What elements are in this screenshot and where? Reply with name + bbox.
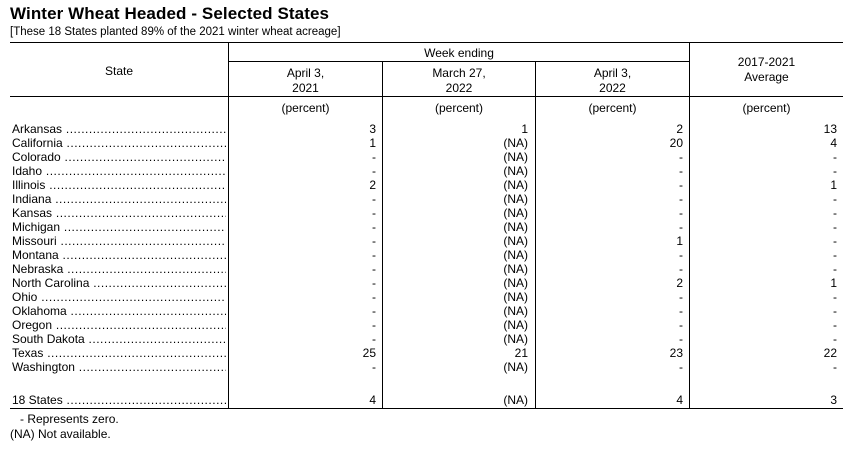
total-row	[0, 393, 850, 407]
page-title: Winter Wheat Headed - Selected States	[10, 4, 330, 23]
state-name: Idaho .....	[12, 164, 226, 178]
state-name: Indiana .....	[12, 192, 226, 206]
state-name: Ohio .....	[12, 290, 226, 304]
state-name: Oregon .....	[12, 318, 226, 332]
header-col4	[690, 55, 843, 85]
state-name: Nebraska .....	[12, 262, 226, 276]
state-name: South Dakota .....	[12, 332, 226, 346]
value-2021: -	[372, 192, 376, 206]
value-2021: -	[372, 360, 376, 374]
footnote-na: (NA) Not available.	[10, 427, 111, 441]
value-apr-2022: -	[679, 164, 683, 178]
table-row	[0, 304, 850, 318]
total-mar-2022: (NA)	[503, 393, 528, 407]
header-col4-line1: 2017-2021	[737, 55, 796, 69]
table-row	[0, 290, 850, 304]
value-average: 4	[830, 136, 837, 150]
value-apr-2022: 23	[669, 346, 683, 360]
value-2021: -	[372, 248, 376, 262]
value-2021: -	[372, 332, 376, 346]
value-2021: -	[372, 276, 376, 290]
table-row	[0, 248, 850, 262]
value-average: -	[833, 206, 837, 220]
page-subtitle: [These 18 States planted 89% of the 2021 winter wheat acreage]	[10, 26, 341, 38]
total-apr-2022: 4	[676, 393, 683, 407]
value-2021: -	[372, 262, 376, 276]
header-col1-line1: April 3,	[286, 66, 325, 80]
value-2021: 1	[369, 136, 376, 150]
value-2021: -	[372, 304, 376, 318]
state-name: Illinois .....	[12, 178, 226, 192]
value-apr-2022: -	[679, 192, 683, 206]
total-label: 18 States .....	[12, 393, 226, 407]
state-name: Montana .....	[12, 248, 226, 262]
value-average: 22	[823, 346, 837, 360]
value-mar-2022: (NA)	[503, 276, 528, 290]
value-2021: -	[372, 220, 376, 234]
table-row	[0, 178, 850, 192]
state-name: Washington .....	[12, 360, 226, 374]
table-row	[0, 136, 850, 150]
table-row	[0, 262, 850, 276]
state-name: Michigan .....	[12, 220, 226, 234]
value-mar-2022: (NA)	[503, 360, 528, 374]
state-name: California .....	[12, 136, 226, 150]
unit-col2: (percent)	[434, 101, 484, 115]
table-row	[0, 346, 850, 360]
header-state: State	[104, 64, 134, 78]
value-apr-2022: -	[679, 360, 683, 374]
unit-col4: (percent)	[742, 101, 791, 115]
value-apr-2022: 2	[676, 122, 683, 136]
state-name: Colorado .....	[12, 150, 226, 164]
value-2021: -	[372, 318, 376, 332]
unit-col1: (percent)	[281, 101, 330, 115]
value-mar-2022: (NA)	[503, 234, 528, 248]
header-col1	[229, 66, 382, 96]
state-name: Kansas .....	[12, 206, 226, 220]
state-name: North Carolina .....	[12, 276, 226, 290]
value-2021: -	[372, 164, 376, 178]
week-ending-rule	[228, 61, 689, 62]
table-bottom-rule	[10, 408, 843, 409]
table-row	[0, 122, 850, 136]
state-name: Oklahoma .....	[12, 304, 226, 318]
header-col2-line1: March 27,	[432, 66, 486, 80]
value-2021: -	[372, 290, 376, 304]
value-apr-2022: -	[679, 262, 683, 276]
value-mar-2022: (NA)	[503, 192, 528, 206]
value-average: 1	[830, 276, 837, 290]
header-col4-line2: Average	[744, 70, 789, 84]
state-name: Missouri .....	[12, 234, 226, 248]
value-apr-2022: -	[679, 248, 683, 262]
header-col3-line2: 2022	[599, 81, 626, 95]
value-mar-2022: (NA)	[503, 290, 528, 304]
table-row	[0, 150, 850, 164]
value-mar-2022: (NA)	[503, 150, 528, 164]
value-apr-2022: -	[679, 178, 683, 192]
value-average: -	[833, 220, 837, 234]
header-bottom-rule	[10, 96, 843, 97]
value-apr-2022: -	[679, 304, 683, 318]
value-2021: 3	[369, 122, 376, 136]
table-row	[0, 206, 850, 220]
value-apr-2022: 1	[676, 234, 683, 248]
value-mar-2022: (NA)	[503, 318, 528, 332]
footnote-zero: - Represents zero.	[10, 412, 119, 426]
header-col2	[383, 66, 535, 96]
table-row	[0, 360, 850, 374]
value-2021: -	[372, 150, 376, 164]
value-apr-2022: -	[679, 332, 683, 346]
value-apr-2022: -	[679, 150, 683, 164]
value-mar-2022: (NA)	[503, 304, 528, 318]
table-row	[0, 164, 850, 178]
state-name: Arkansas .....	[12, 122, 226, 136]
value-mar-2022: (NA)	[503, 178, 528, 192]
header-col1-line2: 2021	[292, 81, 319, 95]
value-average: 13	[823, 122, 837, 136]
value-mar-2022: (NA)	[503, 220, 528, 234]
value-mar-2022: (NA)	[503, 332, 528, 346]
value-2021: -	[372, 234, 376, 248]
state-name: Texas .....	[12, 346, 226, 360]
value-2021: -	[372, 206, 376, 220]
value-average: -	[833, 248, 837, 262]
value-mar-2022: (NA)	[503, 206, 528, 220]
value-apr-2022: 2	[676, 276, 683, 290]
value-mar-2022: (NA)	[503, 262, 528, 276]
value-average: -	[833, 164, 837, 178]
value-mar-2022: 1	[521, 122, 528, 136]
unit-col3: (percent)	[588, 101, 637, 115]
value-apr-2022: -	[679, 318, 683, 332]
header-week-ending: Week ending	[424, 46, 494, 60]
header-col2-line2: 2022	[445, 81, 473, 95]
total-2021: 4	[369, 393, 376, 407]
value-average: -	[833, 332, 837, 346]
value-average: -	[833, 304, 837, 318]
table-row	[0, 276, 850, 290]
value-2021: 2	[369, 178, 376, 192]
value-mar-2022: (NA)	[503, 164, 528, 178]
value-mar-2022: 21	[514, 346, 528, 360]
value-apr-2022: -	[679, 206, 683, 220]
value-mar-2022: (NA)	[503, 136, 528, 150]
total-average: 3	[830, 393, 837, 407]
table-row	[0, 234, 850, 248]
value-average: -	[833, 234, 837, 248]
value-average: -	[833, 318, 837, 332]
value-apr-2022: 20	[669, 136, 683, 150]
header-col3	[536, 66, 689, 96]
value-average: -	[833, 360, 837, 374]
table-row	[0, 332, 850, 346]
value-2021: 25	[362, 346, 376, 360]
table-row	[0, 192, 850, 206]
table-top-rule	[10, 42, 843, 43]
value-mar-2022: (NA)	[503, 248, 528, 262]
table-row	[0, 220, 850, 234]
table-row	[0, 318, 850, 332]
value-average: -	[833, 262, 837, 276]
value-average: 1	[830, 178, 837, 192]
value-average: -	[833, 192, 837, 206]
value-apr-2022: -	[679, 290, 683, 304]
value-average: -	[833, 150, 837, 164]
header-col3-line1: April 3,	[593, 66, 632, 80]
value-apr-2022: -	[679, 220, 683, 234]
value-average: -	[833, 290, 837, 304]
